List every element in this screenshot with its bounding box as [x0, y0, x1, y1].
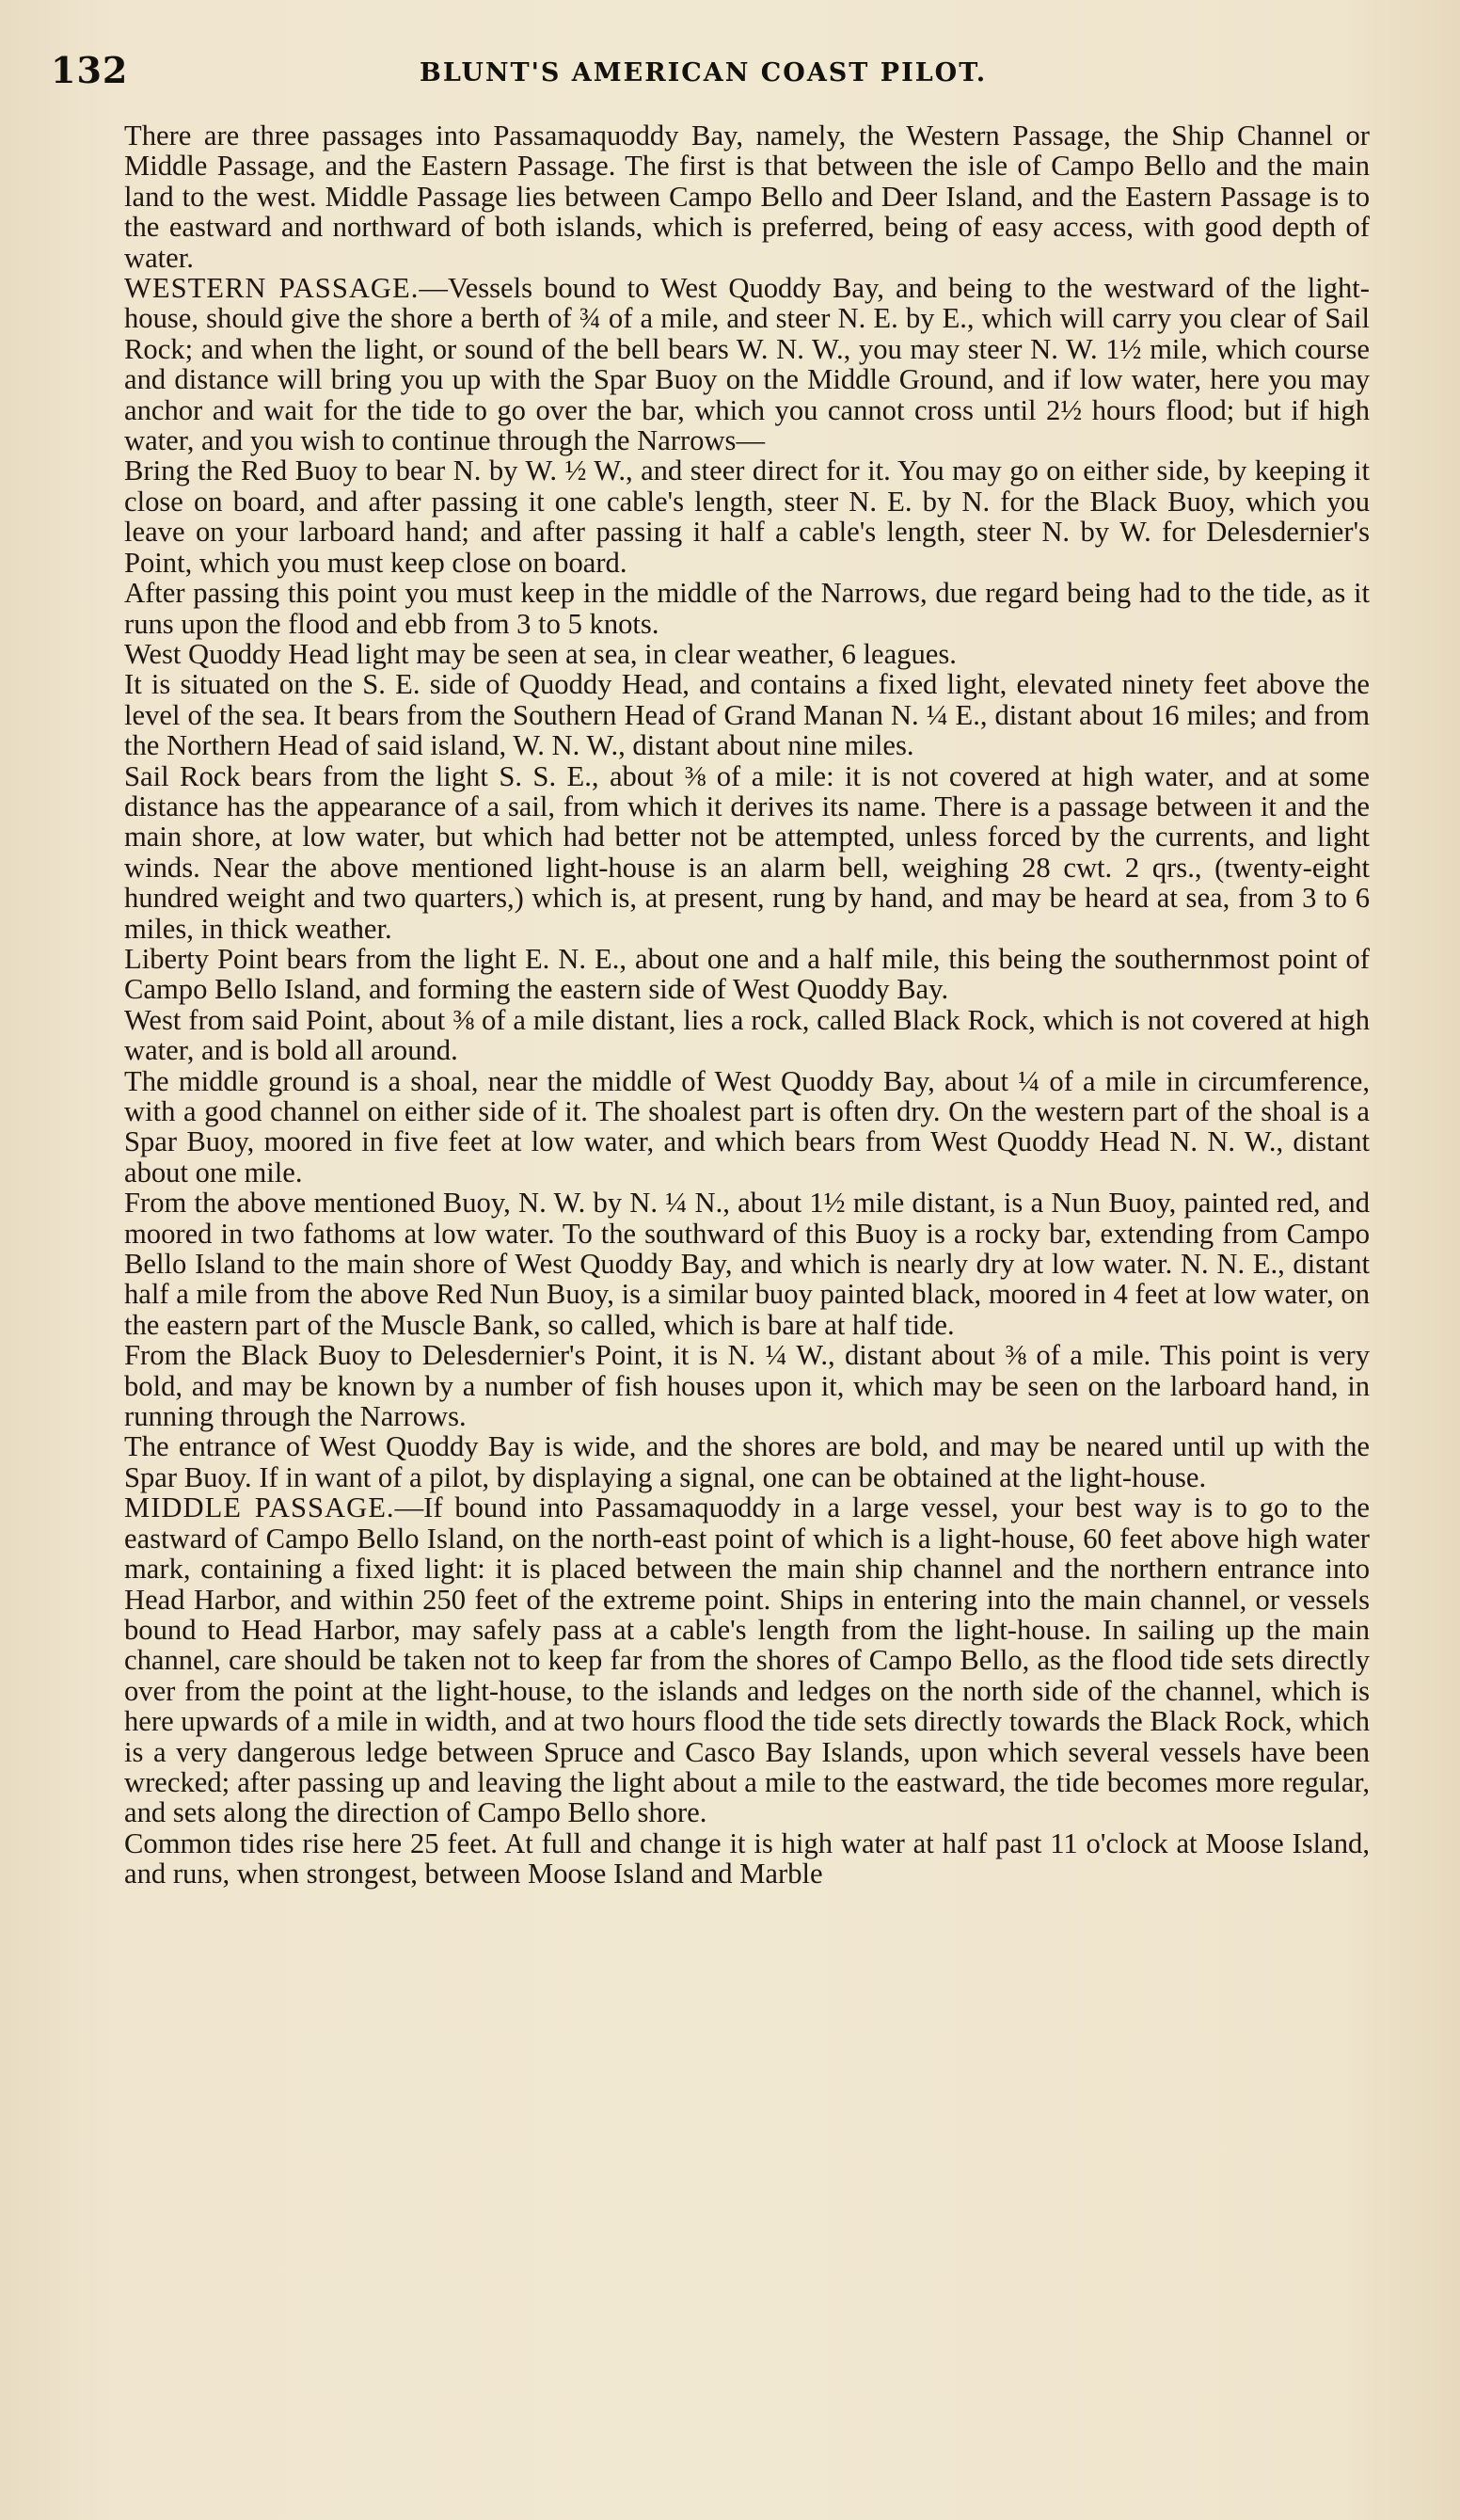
- paragraph: West from said Point, about ⅜ of a mile distant, lies a rock, called Black Rock, which is not covered at high water, and is bold all around.: [124, 1003, 1370, 1067]
- paragraph: It is situated on the S. E. side of Quoddy Head, and contains a fixed light, elevated ninety feet above the level of the sea. It bears from the Southern Head of Grand Manan N. ¼ E., distant about 16 miles; and from the Northern Head of said island, W. N. W., distant about nine miles.: [124, 668, 1370, 762]
- paragraph-intro: There are three passages into Passamaquoddy Bay, namely, the Western Passage, the Ship Channel or Middle Passage, and the Eastern Passage. The first is that between the isle of Campo Bello and the main land to the west. Middle Passage lies between Campo Bello and Deer Island, and the Eastern Passage is to the eastward and northward of both islands, which is preferred, being of easy access, with good depth of water.: [124, 120, 1370, 274]
- paragraph: From the above mentioned Buoy, N. W. by N. ¼ N., about 1½ mile distant, is a Nun Buoy, painted red, and moored in two fathoms at low water. To the southward of this Buoy is a rocky bar, extending from Campo Bello Island to the main shore of West Quoddy Bay, and which is nearly dry at low water. N. N. E., distant half a mile from the above Red Nun Buoy, is a similar buoy painted black, moored in 4 feet at low water, on the eastern part of the Muscle Bank, so called, which is bare at half tide.: [124, 1187, 1370, 1341]
- paragraph: Common tides rise here 25 feet. At full and change it is high water at half past 11 o'clock at Moose Island, and runs, when strongest, between Moose Island and Marble: [124, 1826, 1370, 1890]
- page-header: [51, 49, 1405, 96]
- section-heading-western-passage: WESTERN PASSAGE.: [124, 272, 420, 305]
- paragraph: After passing this point you must keep in the middle of the Narrows, due regard being had to the tide, as it runs upon the flood and ebb from 3 to 5 knots.: [124, 577, 1370, 640]
- body-text: [124, 120, 1370, 1890]
- paragraph: Liberty Point bears from the light E. N. E., about one and a half mile, this being the southernmost point of Campo Bello Island, and forming the eastern side of West Quoddy Bay.: [124, 942, 1370, 1006]
- paragraph: Sail Rock bears from the light S. S. E., about ⅜ of a mile: it is not covered at high water, and at some distance has the appearance of a sail, from which it derives its name. There is a passage between it and the main shore, at low water, but which had better not be attempted, unless forced by the currents, and light winds. Near the above mentioned light-house is an alarm bell, weighing 28 cwt. 2 qrs., (twenty-eight hundred weight and two quarters,) which is, at present, rung by hand, and may be heard at sea, from 3 to 6 miles, in thick weather.: [124, 759, 1370, 945]
- paragraph: The entrance of West Quoddy Bay is wide, and the shores are bold, and may be neared until up with the Spar Buoy. If in want of a pilot, by displaying a signal, one can be obtained at the light-house.: [124, 1430, 1370, 1493]
- page-number: 132: [51, 49, 129, 91]
- paragraph: From the Black Buoy to Delesdernier's Point, it is N. ¼ W., distant about ⅜ of a mile. This point is very bold, and may be known by a number of fish houses upon it, which may be seen on the larboard hand, in running through the Narrows.: [124, 1339, 1370, 1433]
- paragraph-western-passage: WESTERN PASSAGE.—Vessels bound to West Quoddy Bay, and being to the westward of the light-house, should give the shore a berth of ¾ of a mile, and steer N. E. by E., which will carry you clear of Sail Rock; and when the light, or sound of the bell bears W. N. W., you may steer N. W. 1½ mile, which course and distance will bring you up with the Spar Buoy on the Middle Ground, and if low water, here you may anchor and wait for the tide to go over the bar, which you cannot cross until 2½ hours flood; but if high water, and you wish to continue through the Narrows—: [124, 272, 1370, 457]
- paragraph: The middle ground is a shoal, near the middle of West Quoddy Bay, about ¼ of a mile in circumference, with a good channel on either side of it. The shoalest part is often dry. On the western part of the shoal is a Spar Buoy, moored in five feet at low water, and which bears from West Quoddy Head N. N. W., distant about one mile.: [124, 1064, 1370, 1188]
- paragraph-middle-passage: MIDDLE PASSAGE.—If bound into Passamaquoddy in a large vessel, your best way is to go to the eastward of Campo Bello Island, on the north-east point of which is a light-house, 60 feet above high water mark, containing a fixed light: it is placed between the main ship channel and the northern entrance into Head Harbor, and within 250 feet of the extreme point. Ships in entering into the main channel, or vessels bound to Head Harbor, may safely pass at a cable's length from the light-house. In sailing up the main channel, care should be taken not to keep far from the shores of Campo Bello, as the flood tide sets directly over from the point at the light-house, to the islands and ledges on the north side of the channel, which is here upwards of a mile in width, and at two hours flood the tide sets directly towards the Black Rock, which is a very dangerous ledge between Spruce and Casco Bay Islands, upon which several vessels have been wrecked; after passing up and leaving the light about a mile to the eastward, the tide becomes more regular, and sets along the direction of Campo Bello shore.: [124, 1491, 1370, 1829]
- paragraph: Bring the Red Buoy to bear N. by W. ½ W., and steer direct for it. You may go on either side, by keeping it close on board, and after passing it one cable's length, steer N. E. by N. for the Black Buoy, which you leave on your larboard hand; and after passing it half a cable's length, steer N. by W. for Delesdernier's Point, which you must keep close on board.: [124, 455, 1370, 579]
- paragraph: West Quoddy Head light may be seen at sea, in clear weather, 6 leagues.: [124, 637, 957, 670]
- section-heading-middle-passage: MIDDLE PASSAGE.: [124, 1491, 395, 1524]
- running-head: BLUNT'S AMERICAN COAST PILOT.: [420, 58, 988, 88]
